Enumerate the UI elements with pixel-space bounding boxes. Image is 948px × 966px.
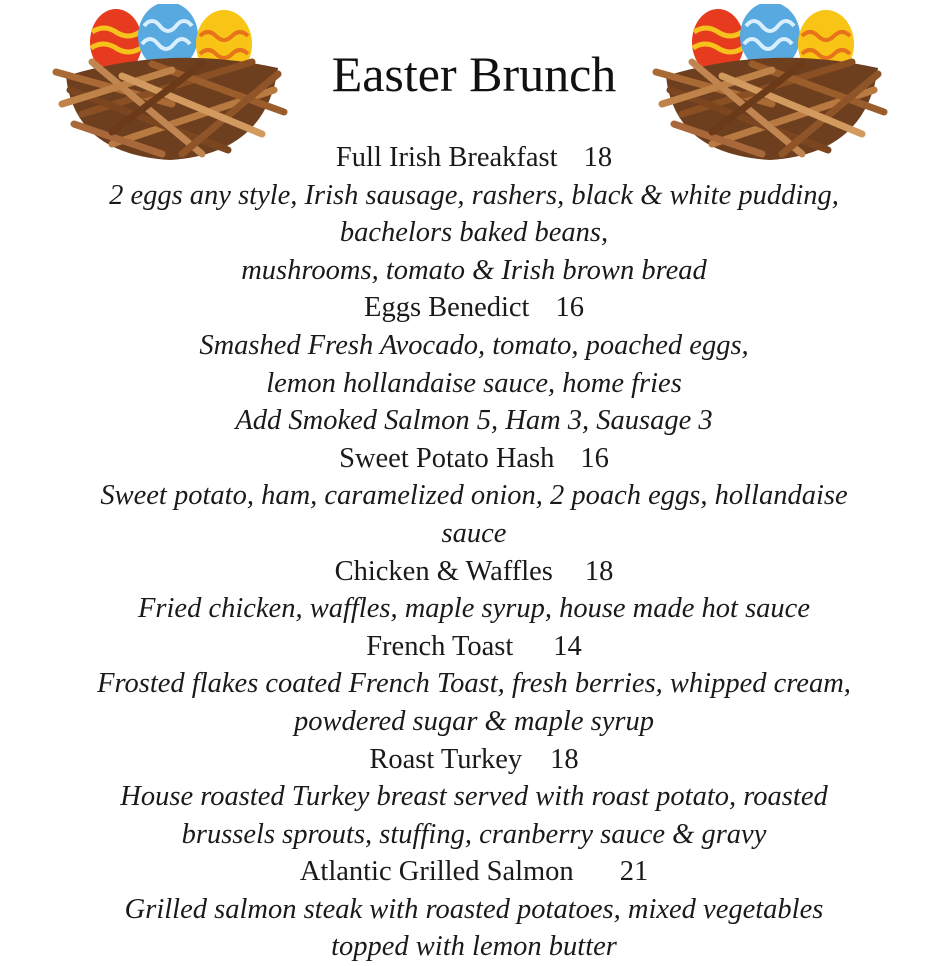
item-description: topped with lemon butter: [331, 931, 617, 963]
item-description: House roasted Turkey breast served with roast potato, roasted: [120, 781, 828, 813]
item-description: bachelors baked beans,: [339, 217, 609, 249]
item-description: Frosted flakes coated French Toast, fresh berries, whipped cream,: [97, 668, 851, 700]
item-description: 2 eggs any style, Irish sausage, rashers, black & white pudding,: [109, 179, 839, 211]
menu-item-heading: [0, 553, 948, 591]
item-description: mushrooms, tomato & Irish brown bread: [241, 254, 707, 286]
item-price: 16: [555, 292, 584, 324]
item-price: 21: [619, 856, 649, 888]
item-description: lemon hollandaise sauce, home fries: [266, 367, 682, 399]
item-description: brussels sprouts, stuffing, cranberry sauce & gravy: [181, 818, 767, 850]
menu-item-heading: [0, 139, 948, 177]
item-description: Grilled salmon steak with roasted potatoes, mixed vegetables: [124, 893, 824, 925]
item-description: powdered sugar & maple syrup: [294, 705, 654, 737]
item-price: 14: [553, 630, 582, 662]
menu-item-heading: [0, 628, 948, 666]
item-name: Chicken & Waffles: [334, 555, 553, 587]
menu-item-heading: [0, 289, 948, 327]
item-description: sauce: [441, 517, 507, 549]
menu-item-heading: [0, 853, 948, 891]
menu-list: [0, 139, 948, 966]
item-name: Full Irish Breakfast: [335, 142, 558, 173]
item-name: Sweet Potato Hash: [339, 442, 555, 474]
item-price: 18: [583, 142, 613, 173]
item-description: Smashed Fresh Avocado, tomato, poached eggs,: [199, 329, 749, 361]
menu-item-heading: [0, 440, 948, 478]
item-price: 18: [550, 743, 579, 775]
item-description: Add Smoked Salmon 5, Ham 3, Sausage 3: [235, 405, 713, 437]
item-name: Eggs Benedict: [364, 292, 530, 324]
item-description: Fried chicken, waffles, maple syrup, house made hot sauce: [138, 593, 810, 625]
item-description: Sweet potato, ham, caramelized onion, 2 poach eggs, hollandaise: [100, 480, 848, 512]
item-price: 16: [580, 442, 609, 474]
menu-title: Easter Brunch: [331, 46, 617, 102]
menu-item-heading: [0, 741, 948, 779]
item-price: 18: [584, 555, 614, 587]
item-name: Atlantic Grilled Salmon: [299, 856, 574, 888]
item-name: French Toast: [366, 630, 514, 662]
item-name: Roast Turkey: [369, 743, 523, 775]
